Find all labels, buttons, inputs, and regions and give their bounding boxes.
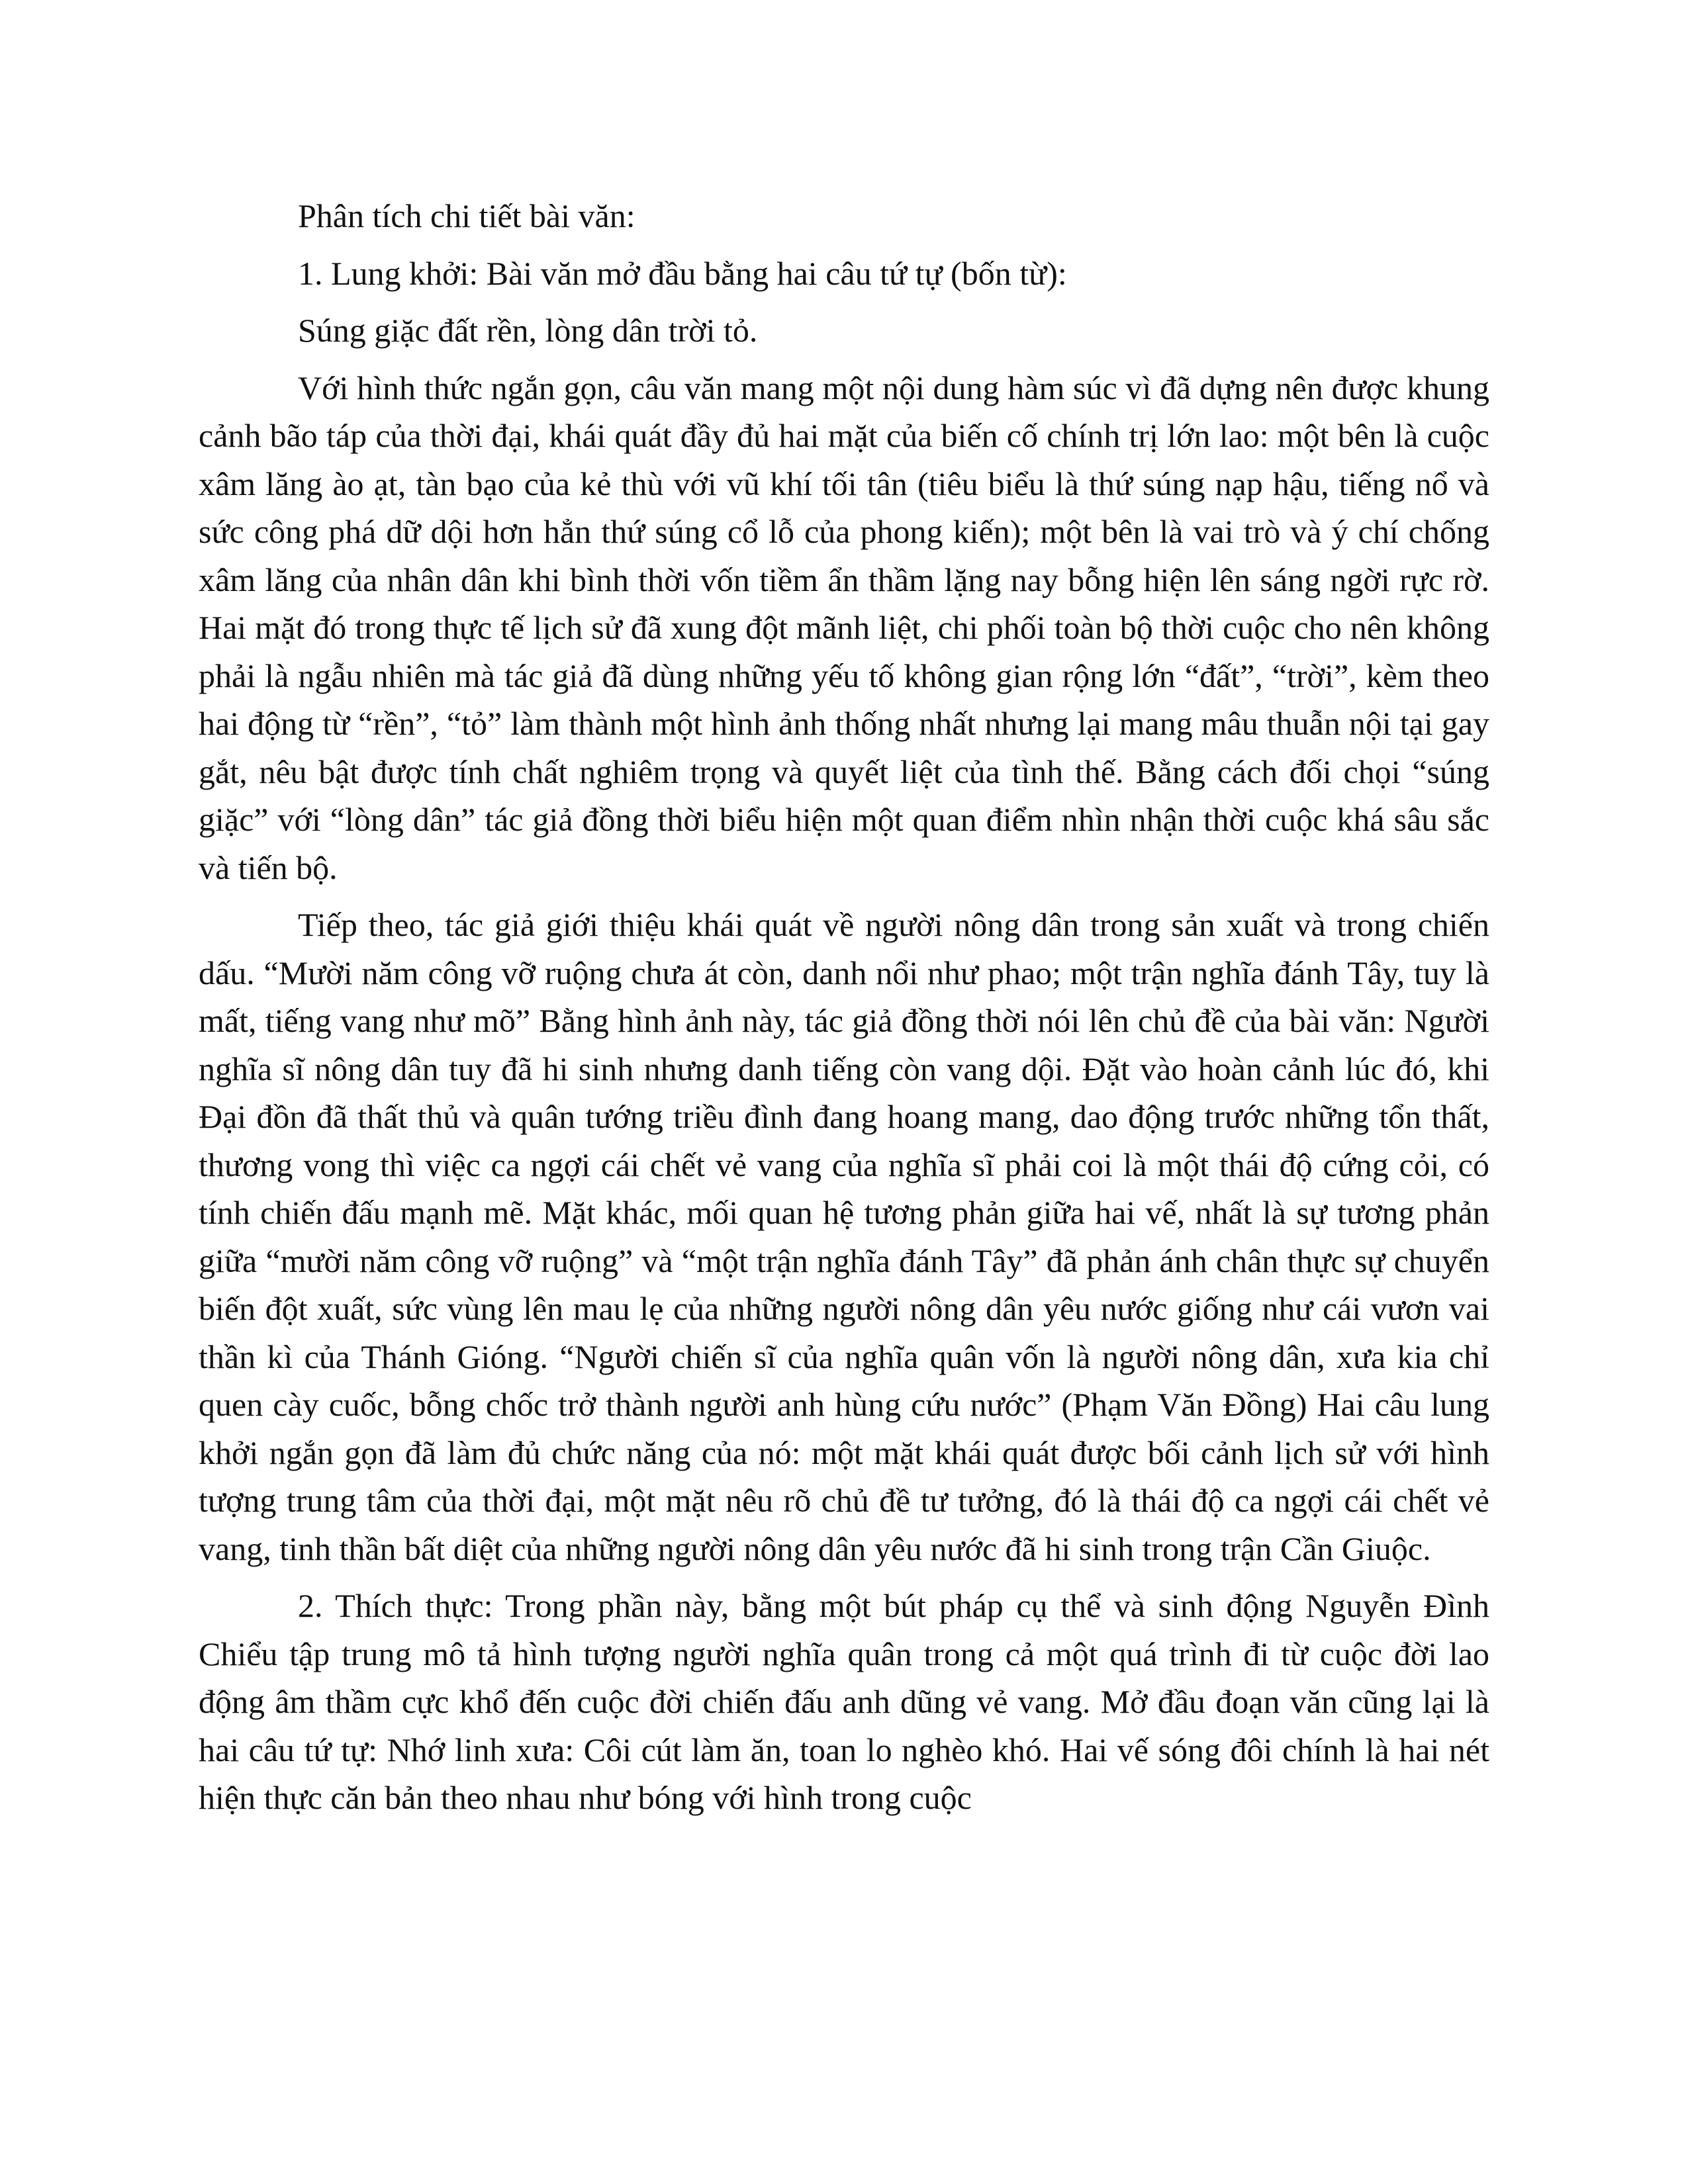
paragraph-1: Với hình thức ngắn gọn, câu văn mang một nội dung hàm súc vì đã dựng nên được khung cảnh bão táp của thời đại, khái quát đầy đủ hai mặt của biến cố chính trị lớn lao: một bên là cuộc xâm lăng ào ạt, tàn bạo của kẻ thù với vũ khí tối tân (tiêu biểu là thứ súng nạp hậu, tiếng nổ và sức công phá dữ dội hơn hẳn thứ súng cổ lỗ của phong kiến); một bên là vai trò và ý chí chống xâm lăng của nhân dân khi bình thời vốn tiềm ẩn thầm lặng nay bỗng hiện lên sáng ngời rực rờ. Hai mặt đó trong thực tế lịch sử đã xung đột mãnh liệt, chi phối toàn bộ thời cuộc cho nên không phải là ngẫu nhiên mà tác giả đã dùng những yếu tố không gian rộng lớn “đất”, “trời”, kèm theo hai động từ “rền”, “tỏ” làm thành một hình ảnh thống nhất nhưng lại mang mâu thuẫn nội tại gay gắt, nêu bật được tính chất nghiêm trọng và quyết liệt của tình thế. Bằng cách đối chọi “súng giặc” với “lòng dân” tác giả đồng thời biểu hiện một quan điểm nhìn nhận thời cuộc khá sâu sắc và tiến bộ. [199,369,1489,886]
section-1-title: 1. Lung khởi: Bài văn mở đầu bằng hai câu tứ tự (bốn từ): [298,254,1067,292]
paragraph-2: Tiếp theo, tác giả giới thiệu khái quát về người nông dân trong sản xuất và trong chiến dấu. “Mười năm công vỡ ruộng chưa át còn, danh nổi như phao; một trận nghĩa đánh Tây, tuy là mất, tiếng vang như mõ” Bằng hình ảnh này, tác giả đồng thời nói lên chủ đề của bài văn: Người nghĩa sĩ nông dân tuy đã hi sinh nhưng danh tiếng còn vang dội. Đặt vào hoàn cảnh lúc đó, khi Đại đồn đã thất thủ và quân tướng triều đình đang hoang mang, dao động trước những tổn thất, thương vong thì việc ca ngợi cái chết vẻ vang của nghĩa sĩ phải coi là một thái độ cứng cỏi, có tính chiến đấu mạnh mẽ. Mặt khác, mối quan hệ tương phản giữa hai vế, nhất là sự tương phản giữa “mười năm công vỡ ruộng” và “một trận nghĩa đánh Tây” đã phản ánh chân thực sự chuyển biến đột xuất, sức vùng lên mau lẹ của những người nông dân yêu nước giống như cái vươn vai thần kì của Thánh Gióng. “Người chiến sĩ của nghĩa quân vốn là người nông dân, xưa kia chỉ quen cày cuốc, bỗng chốc trở thành người anh hùng cứu nước” (Phạm Văn Đồng) Hai câu lung khởi ngắn gọn đã làm đủ chức năng của nó: một mặt khái quát được bối cảnh lịch sử với hình tượng trung tâm của thời đại, một mặt nêu rõ chủ đề tư tưởng, đó là thái độ ca ngợi cái chết vẻ vang, tinh thần bất diệt của những người nông dân yêu nước đã hi sinh trong trận Cần Giuộc. [199,906,1489,1567]
document-page [199,192,1489,1831]
document-heading: Phân tích chi tiết bài văn: [298,197,635,234]
opening-quote: Súng giặc đất rền, lòng dân trời tỏ. [298,312,758,349]
paragraph-3: 2. Thích thực: Trong phần này, bằng một bút pháp cụ thể và sinh động Nguyễn Đình Chiểu tập trung mô tả hình tượng người nghĩa quân trong cả một quá trình đi từ cuộc đời lao động âm thầm cực khổ đến cuộc đời chiến đấu anh dũng vẻ vang. Mở đầu đoạn văn cũng lại là hai câu tứ tự: Nhớ linh xưa: Côi cút làm ăn, toan lo nghèo khó. Hai vế sóng đôi chính là hai nét hiện thực căn bản theo nhau như bóng với hình trong cuộc [199,1587,1489,1816]
